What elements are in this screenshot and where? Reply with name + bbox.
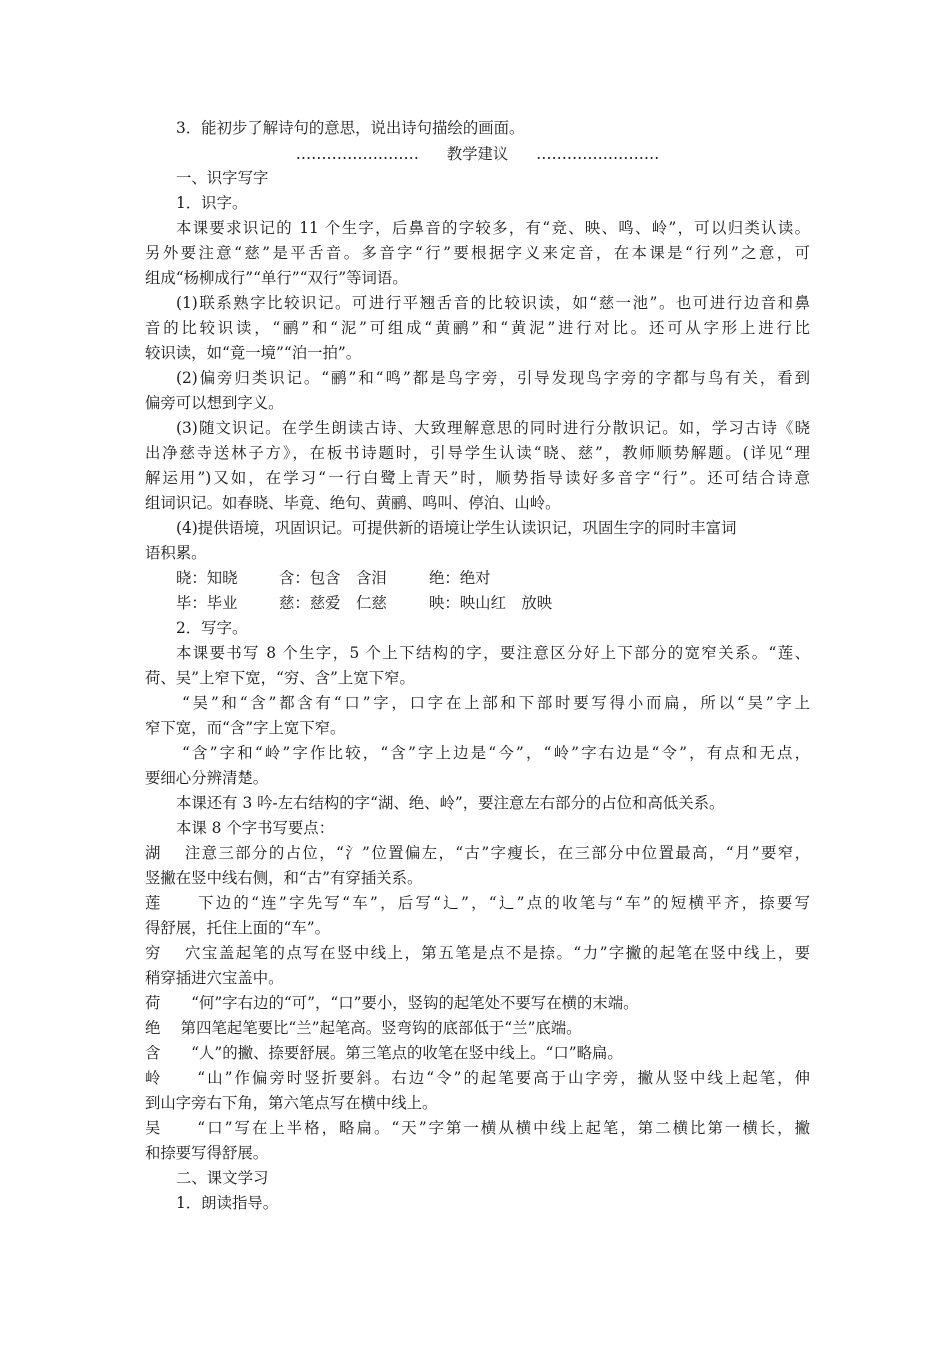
para-line: 本课 8 个字书写要点： — [176, 819, 335, 837]
para-line: 语积累。 — [145, 544, 207, 562]
char-note: 岭 “山”作偏旁时竖折要斜。右边“令”的起笔要高于山字旁，撇从竖中线上起笔，伸 — [145, 1069, 810, 1087]
char-note: 和捺要写得舒展。 — [145, 1144, 269, 1162]
para-line: 荷、吴”上窄下宽，“穷、含”上宽下窄。 — [145, 669, 415, 687]
para-line: “含”字和“岭”字作比较，“含”字上边是“今”，“岭”字右边是“令”，有点和无点， — [182, 744, 810, 762]
para-line: 要细心分辨清楚。 — [145, 769, 269, 787]
divider-dots-right: …………………… — [536, 145, 660, 163]
char-note: 绝 第四笔起笔要比“兰”起笔高。竖弯钩的底部低于“兰”底端。 — [145, 1019, 582, 1037]
char-note: 含 “人”的撇、捺要舒展。第三笔点的收笔在竖中线上。“口”略扁。 — [145, 1044, 623, 1062]
divider-dots-left: …………………… — [295, 145, 419, 163]
word-item: 晓：知晓 — [176, 569, 238, 587]
word-item: 绝：绝对 — [429, 569, 491, 587]
para-line: 本课要求识记的 11 个生字，后鼻音的字较多，有“竞、映、鸣、岭”，可以归类认读。 — [176, 219, 810, 237]
word-row — [176, 568, 810, 588]
para-line: 出净慈寺送林子方》，在板书诗题时，引导学生认读“晓、慈”，教师顺势解题。(详见“理 — [145, 444, 810, 462]
para-line: 另外要注意“慈”是平舌音。多音字“行”要根据字义来定音，在本课是“行列”之意，可 — [145, 244, 810, 262]
word-item: 慈：慈爱 仁慈 — [279, 594, 387, 612]
para-line: 组词识记。如春晓、毕竟、绝句、黄鹂、鸣叫、停泊、山岭。 — [145, 494, 561, 512]
word-item: 映：映山红 放映 — [429, 594, 553, 612]
para-line: (1)联系熟字比较识记。可进行平翘舌音的比较识读，如“慈一池”。也可进行边音和鼻 — [176, 294, 810, 312]
para-line: 窄下宽，而“含”字上宽下窄。 — [145, 719, 346, 737]
para-line: (3)随文识记。在学生朗读古诗、大致理解意思的同时进行分散识记。如，学习古诗《晓 — [176, 419, 810, 437]
char-note: 到山字旁右下角，第六笔点写在横中线上。 — [145, 1094, 438, 1112]
para-line: 较识读，如“竟一境”“泊一拍”。 — [145, 344, 362, 362]
char-note: 莲 下边的“连”字先写“车”，后写“辶”，“辶”点的收笔与“车”的短横平齐，捺要写 — [145, 894, 810, 912]
para-line: (2)偏旁归类识记。“鹂”和“鸣”都是鸟字旁，引导发现鸟字旁的字都与鸟有关，看到 — [176, 369, 810, 387]
char-note: 竖撇在竖中线右侧，和“古”有穿插关系。 — [145, 869, 423, 887]
para-line: 组成“杨柳成行”“单行”“双行”等词语。 — [145, 269, 408, 287]
char-note: 得舒展，托住上面的“车”。 — [145, 919, 331, 937]
subheading-writing: 2．写字。 — [176, 619, 248, 637]
char-note: 穷 穴宝盖起笔的点写在竖中线上，第五笔是点不是捺。“力”字撇的起笔在竖中线上，要 — [145, 944, 810, 962]
word-item: 含：包含 含泪 — [279, 569, 387, 587]
char-note: 吴 “口”写在上半格，略扁。“天”字第一横从横中线上起笔，第二横比第一横长，撇 — [145, 1119, 810, 1137]
word-row — [176, 593, 810, 613]
section-divider — [145, 144, 810, 164]
word-item: 毕：毕业 — [176, 594, 238, 612]
para-line: (4)提供语境，巩固识记。可提供新的语境让学生认读识记，巩固生字的同时丰富词 — [176, 519, 737, 537]
section-title: 教学建议 — [446, 145, 509, 163]
para-line: “吴”和“含”都含有“口”字，口字在上部和下部时要写得小而扁，所以“吴”字上 — [182, 694, 810, 712]
subheading-reading: 1．朗读指导。 — [176, 1194, 279, 1212]
heading-part1: 一、识字写字 — [176, 169, 269, 187]
heading-part2: 二、课文学习 — [176, 1169, 269, 1187]
goal-item-3: 3．能初步了解诗句的意思，说出诗句描绘的画面。 — [176, 119, 525, 137]
char-note: 荷 “何”字右边的“可”，“口”要小，竖钩的起笔处不要写在横的末端。 — [145, 994, 639, 1012]
para-line: 音的比较识读，“鹂”和“泥”可组成“黄鹂”和“黄泥”进行对比。还可从字形上进行比 — [145, 319, 810, 337]
char-note: 湖 注意三部分的占位，“氵”位置偏左，“古”字瘦长，在三部分中位置最高，“月”要窄， — [145, 844, 810, 862]
subheading-literacy: 1．识字。 — [176, 194, 248, 212]
para-line: 本课要书写 8 个生字，5 个上下结构的字，要注意区分好上下部分的宽窄关系。“莲、 — [176, 644, 810, 662]
para-line: 本课还有 3 吟-左右结构的字“湖、绝、岭”，要注意左右部分的占位和高低关系。 — [176, 794, 725, 812]
para-line: 解运用”)又如，在学习“一行白鹭上青天”时，顺势指导读好多音字“行”。还可结合诗意 — [145, 469, 810, 487]
char-note: 稍穿插进穴宝盖中。 — [145, 969, 284, 987]
para-line: 偏旁可以想到字义。 — [145, 394, 284, 412]
